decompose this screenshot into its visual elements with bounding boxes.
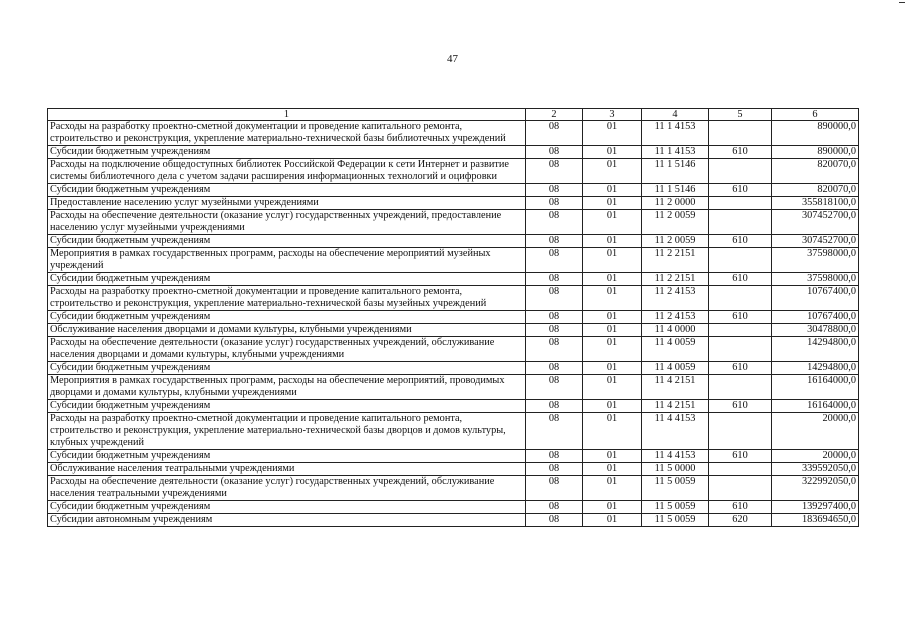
table-body	[48, 121, 859, 527]
cell-target-article: 11 5 0059	[642, 501, 709, 514]
cell-subsection: 01	[583, 514, 642, 527]
cell-name: Субсидии бюджетным учреждениям	[48, 184, 526, 197]
header-col-1: 1	[48, 109, 526, 121]
cell-expense-type	[709, 197, 772, 210]
cell-amount: 820070,0	[772, 184, 859, 197]
table-row	[48, 146, 859, 159]
cell-amount: 307452700,0	[772, 235, 859, 248]
cell-expense-type	[709, 413, 772, 450]
cell-subsection: 01	[583, 375, 642, 400]
table-row	[48, 235, 859, 248]
cell-expense-type	[709, 248, 772, 273]
cell-name: Мероприятия в рамках государственных программ, расходы на обеспечение мероприятий, проводимых дворцами и домами культуры, клубными учреждениями	[48, 375, 526, 400]
cell-subsection: 01	[583, 197, 642, 210]
cell-expense-type: 610	[709, 400, 772, 413]
table-row	[48, 514, 859, 527]
cell-section: 08	[526, 337, 583, 362]
cell-amount: 322992050,0	[772, 476, 859, 501]
budget-table	[47, 108, 859, 527]
cell-name: Расходы на разработку проектно-сметной документации и проведение капитального ремонта, строительство и реконструкция, укрепление материально-технической базы библиотечных учреждений	[48, 121, 526, 146]
cell-section: 08	[526, 146, 583, 159]
table-row	[48, 210, 859, 235]
cell-section: 08	[526, 463, 583, 476]
table-row	[48, 311, 859, 324]
cell-subsection: 01	[583, 400, 642, 413]
cell-name: Обслуживание населения дворцами и домами культуры, клубными учреждениями	[48, 324, 526, 337]
cell-name: Расходы на обеспечение деятельности (оказание услуг) государственных учреждений, обслуживание населения дворцами и домами культуры, клубными учреждениями	[48, 337, 526, 362]
table-row	[48, 501, 859, 514]
cell-expense-type	[709, 159, 772, 184]
cell-name: Субсидии бюджетным учреждениям	[48, 273, 526, 286]
cell-target-article: 11 1 4153	[642, 121, 709, 146]
cell-expense-type: 610	[709, 146, 772, 159]
cell-expense-type: 620	[709, 514, 772, 527]
page-number: 47	[447, 53, 458, 65]
cell-expense-type	[709, 375, 772, 400]
cell-target-article: 11 2 4153	[642, 286, 709, 311]
cell-section: 08	[526, 324, 583, 337]
cell-section: 08	[526, 286, 583, 311]
cell-expense-type: 610	[709, 311, 772, 324]
header-row	[48, 109, 859, 121]
cell-subsection: 01	[583, 413, 642, 450]
cell-amount: 139297400,0	[772, 501, 859, 514]
cell-amount: 14294800,0	[772, 337, 859, 362]
cell-name: Обслуживание населения театральными учреждениями	[48, 463, 526, 476]
cell-section: 08	[526, 375, 583, 400]
cell-target-article: 11 4 0000	[642, 324, 709, 337]
table-row	[48, 337, 859, 362]
cell-name: Расходы на разработку проектно-сметной документации и проведение капитального ремонта, строительство и реконструкция, укрепление материально-технической базы дворцов и домов культуры, клубных учреждений	[48, 413, 526, 450]
cell-subsection: 01	[583, 337, 642, 362]
cell-name: Предоставление населению услуг музейными учреждениями	[48, 197, 526, 210]
cell-amount: 20000,0	[772, 413, 859, 450]
cell-amount: 10767400,0	[772, 311, 859, 324]
cell-subsection: 01	[583, 184, 642, 197]
cell-name: Субсидии бюджетным учреждениям	[48, 400, 526, 413]
cell-section: 08	[526, 413, 583, 450]
cell-amount: 20000,0	[772, 450, 859, 463]
cell-subsection: 01	[583, 463, 642, 476]
cell-expense-type	[709, 286, 772, 311]
table-row	[48, 375, 859, 400]
cell-target-article: 11 2 2151	[642, 273, 709, 286]
cell-target-article: 11 4 0059	[642, 362, 709, 375]
cell-subsection: 01	[583, 501, 642, 514]
table-row	[48, 476, 859, 501]
cell-subsection: 01	[583, 121, 642, 146]
cell-expense-type	[709, 210, 772, 235]
cell-section: 08	[526, 197, 583, 210]
cell-target-article: 11 2 4153	[642, 311, 709, 324]
table-row	[48, 463, 859, 476]
cell-target-article: 11 4 2151	[642, 400, 709, 413]
cell-section: 08	[526, 362, 583, 375]
cell-name: Субсидии бюджетным учреждениям	[48, 450, 526, 463]
cell-subsection: 01	[583, 235, 642, 248]
cell-amount: 30478800,0	[772, 324, 859, 337]
cell-amount: 183694650,0	[772, 514, 859, 527]
cell-target-article: 11 4 2151	[642, 375, 709, 400]
cell-amount: 10767400,0	[772, 286, 859, 311]
table-row	[48, 273, 859, 286]
cell-name: Расходы на обеспечение деятельности (оказание услуг) государственных учреждений, предоставление населению услуг музейными учреждениями	[48, 210, 526, 235]
cell-section: 08	[526, 159, 583, 184]
cell-amount: 355818100,0	[772, 197, 859, 210]
cell-name: Расходы на разработку проектно-сметной документации и проведение капитального ремонта, строительство и реконструкция, укрепление материально-технической базы музейных учреждений	[48, 286, 526, 311]
cell-name: Расходы на обеспечение деятельности (оказание услуг) государственных учреждений, обслуживание населения театральными учреждениями	[48, 476, 526, 501]
cell-subsection: 01	[583, 273, 642, 286]
cell-target-article: 11 1 4153	[642, 146, 709, 159]
cell-expense-type: 610	[709, 273, 772, 286]
cell-target-article: 11 4 4153	[642, 413, 709, 450]
table-row	[48, 324, 859, 337]
cell-amount: 890000,0	[772, 146, 859, 159]
cell-name: Субсидии автономным учреждениям	[48, 514, 526, 527]
table-row	[48, 197, 859, 210]
cell-subsection: 01	[583, 476, 642, 501]
cell-expense-type: 610	[709, 501, 772, 514]
cell-target-article: 11 2 0059	[642, 235, 709, 248]
cell-amount: 37598000,0	[772, 273, 859, 286]
cell-section: 08	[526, 121, 583, 146]
cell-name: Субсидии бюджетным учреждениям	[48, 501, 526, 514]
cell-target-article: 11 1 5146	[642, 159, 709, 184]
cell-subsection: 01	[583, 159, 642, 184]
cell-amount: 14294800,0	[772, 362, 859, 375]
table-row	[48, 400, 859, 413]
cell-subsection: 01	[583, 210, 642, 235]
cell-section: 08	[526, 248, 583, 273]
header-col-6: 6	[772, 109, 859, 121]
cell-expense-type: 610	[709, 184, 772, 197]
cell-expense-type	[709, 476, 772, 501]
cell-expense-type	[709, 324, 772, 337]
table-row	[48, 159, 859, 184]
cell-name: Субсидии бюджетным учреждениям	[48, 146, 526, 159]
table-row	[48, 121, 859, 146]
header-col-4: 4	[642, 109, 709, 121]
cell-expense-type	[709, 121, 772, 146]
cell-amount: 820070,0	[772, 159, 859, 184]
cell-target-article: 11 4 4153	[642, 450, 709, 463]
cell-section: 08	[526, 514, 583, 527]
table-row	[48, 248, 859, 273]
cell-name: Субсидии бюджетным учреждениям	[48, 311, 526, 324]
table-row	[48, 450, 859, 463]
cell-target-article: 11 2 2151	[642, 248, 709, 273]
cell-expense-type: 610	[709, 235, 772, 248]
cell-section: 08	[526, 501, 583, 514]
cell-section: 08	[526, 311, 583, 324]
cell-target-article: 11 4 0059	[642, 337, 709, 362]
cell-subsection: 01	[583, 286, 642, 311]
cell-section: 08	[526, 476, 583, 501]
cell-target-article: 11 5 0059	[642, 476, 709, 501]
cell-amount: 339592050,0	[772, 463, 859, 476]
edge-mark	[899, 2, 905, 3]
cell-amount: 890000,0	[772, 121, 859, 146]
cell-subsection: 01	[583, 324, 642, 337]
cell-target-article: 11 2 0059	[642, 210, 709, 235]
cell-subsection: 01	[583, 248, 642, 273]
cell-name: Субсидии бюджетным учреждениям	[48, 235, 526, 248]
table-row	[48, 184, 859, 197]
cell-expense-type	[709, 463, 772, 476]
cell-subsection: 01	[583, 450, 642, 463]
header-col-2: 2	[526, 109, 583, 121]
cell-amount: 37598000,0	[772, 248, 859, 273]
cell-section: 08	[526, 273, 583, 286]
cell-section: 08	[526, 210, 583, 235]
cell-target-article: 11 5 0059	[642, 514, 709, 527]
cell-amount: 16164000,0	[772, 375, 859, 400]
cell-section: 08	[526, 235, 583, 248]
cell-section: 08	[526, 400, 583, 413]
table-row	[48, 286, 859, 311]
table-row	[48, 413, 859, 450]
cell-subsection: 01	[583, 362, 642, 375]
cell-section: 08	[526, 450, 583, 463]
header-col-3: 3	[583, 109, 642, 121]
cell-name: Субсидии бюджетным учреждениям	[48, 362, 526, 375]
cell-subsection: 01	[583, 146, 642, 159]
cell-name: Расходы на подключение общедоступных библиотек Российской Федерации к сети Интернет и развитие системы библиотечного дела с учетом задачи расширения информационных технологий и оцифровки	[48, 159, 526, 184]
cell-target-article: 11 5 0000	[642, 463, 709, 476]
cell-name: Мероприятия в рамках государственных программ, расходы на обеспечение мероприятий музейных учреждений	[48, 248, 526, 273]
cell-target-article: 11 1 5146	[642, 184, 709, 197]
cell-expense-type: 610	[709, 362, 772, 375]
cell-section: 08	[526, 184, 583, 197]
cell-amount: 16164000,0	[772, 400, 859, 413]
cell-expense-type: 610	[709, 450, 772, 463]
cell-subsection: 01	[583, 311, 642, 324]
cell-expense-type	[709, 337, 772, 362]
cell-amount: 307452700,0	[772, 210, 859, 235]
table-row	[48, 362, 859, 375]
header-col-5: 5	[709, 109, 772, 121]
cell-target-article: 11 2 0000	[642, 197, 709, 210]
